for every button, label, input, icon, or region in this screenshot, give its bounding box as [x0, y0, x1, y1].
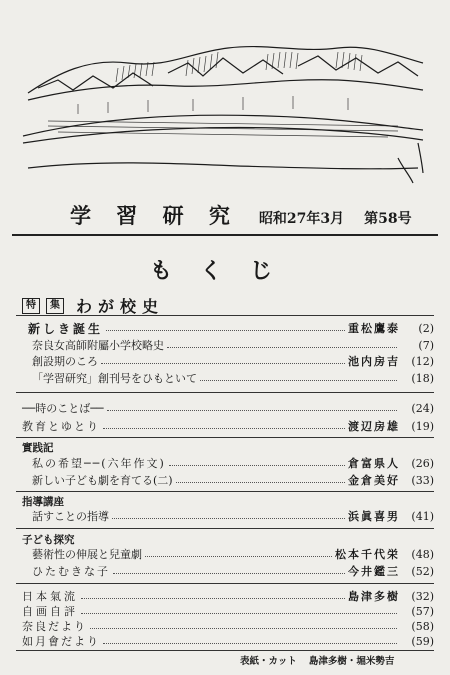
- entry-author: 金倉美好: [348, 474, 400, 487]
- credit-label: 表紙・カット: [240, 656, 297, 667]
- feature-box-2: 集: [46, 298, 64, 314]
- entry-page: (58): [411, 619, 434, 633]
- section-divider: [16, 491, 434, 492]
- entry-page: (59): [411, 634, 434, 648]
- toc-entry[interactable]: [0, 563, 450, 579]
- section-divider: [16, 437, 434, 438]
- entry-page: (32): [411, 589, 434, 603]
- entry-title: 私の希望──(六年作文): [32, 457, 166, 470]
- entry-title: 教育とゆとり: [22, 420, 100, 433]
- dot-leader: [176, 482, 345, 483]
- dot-leader: [103, 428, 345, 429]
- section-divider: [16, 392, 434, 393]
- feature-box-1: 特: [22, 298, 40, 314]
- entry-page: (18): [411, 371, 434, 385]
- feature-title: わが校史: [76, 297, 165, 316]
- dot-leader: [113, 573, 345, 574]
- entry-title: 新しき誕生: [28, 321, 104, 336]
- entry-author: 浜眞喜男: [348, 510, 400, 523]
- entry-title: ──時のことば──: [22, 402, 104, 415]
- entry-page: (48): [411, 547, 434, 561]
- dot-leader: [81, 598, 345, 599]
- toc-entry[interactable]: [0, 353, 450, 369]
- entry-title: 自画自評: [22, 605, 78, 618]
- entry-author: 重松鷹泰: [348, 322, 400, 335]
- dot-leader: [103, 643, 397, 644]
- entry-page: (24): [411, 401, 434, 415]
- entry-page: (26): [411, 456, 434, 470]
- credit-names: 島津多樹・堀米勢吉: [308, 656, 395, 667]
- dot-leader: [106, 330, 345, 331]
- cover-credit: [240, 653, 394, 667]
- entry-title: 新しい子ども劇を育てる(二): [32, 474, 173, 487]
- toc-entry[interactable]: [0, 418, 450, 434]
- toc-entry[interactable]: [0, 633, 450, 649]
- entry-author: 倉富県人: [348, 457, 400, 470]
- entry-title: 藝術性の伸展と兒童劇: [32, 548, 142, 561]
- section-divider: [16, 583, 434, 584]
- toc-entry[interactable]: [0, 508, 450, 524]
- toc-entry[interactable]: [0, 370, 450, 386]
- entry-author: 松本千代栄: [335, 548, 400, 561]
- toc-entry[interactable]: [0, 588, 450, 604]
- entry-title: 奈良女高師附屬小学校略史: [32, 339, 164, 352]
- section-heading-practice: 實践記: [22, 442, 54, 454]
- entry-author: 島津多樹: [348, 590, 400, 603]
- toc-entry[interactable]: [0, 603, 450, 619]
- toc-entry[interactable]: [0, 472, 450, 488]
- entry-page: (57): [411, 604, 434, 618]
- entry-page: (19): [411, 419, 434, 433]
- toc-heading: もくじ: [149, 258, 300, 284]
- toc-entry[interactable]: [0, 546, 450, 562]
- toc-entry[interactable]: [0, 618, 450, 634]
- entry-title: 「学習研究」創刊号をひもといて: [32, 372, 197, 385]
- dot-leader: [90, 628, 397, 629]
- toc-entry[interactable]: [0, 320, 450, 336]
- section-heading-lecture: 指導講座: [22, 496, 64, 508]
- landscape-illustration: [18, 18, 428, 198]
- entry-page: (7): [418, 338, 434, 352]
- entry-title: 創設期のころ: [32, 355, 98, 368]
- entry-author: 今井鑑三: [348, 565, 400, 578]
- entry-title: 奈良だより: [22, 620, 87, 633]
- dot-leader: [81, 613, 397, 614]
- entry-page: (52): [411, 564, 434, 578]
- issue-number: 第58号: [364, 211, 412, 227]
- journal-title: 学 習 研 究: [70, 203, 239, 228]
- dot-leader: [145, 556, 332, 557]
- entry-author: 渡辺房雄: [348, 420, 400, 433]
- dot-leader: [112, 518, 345, 519]
- masthead: [70, 200, 430, 228]
- entry-title: 話すことの指導: [32, 510, 109, 523]
- entry-title: 日本氣流: [22, 590, 78, 603]
- entry-title: ひたむきな子: [32, 565, 110, 578]
- dot-leader: [200, 380, 397, 381]
- entry-page: (12): [411, 354, 434, 368]
- toc-entry[interactable]: [0, 337, 450, 353]
- top-rule: [12, 234, 438, 236]
- entry-page: (41): [411, 509, 434, 523]
- toc-entry[interactable]: [0, 455, 450, 471]
- dot-leader: [101, 363, 345, 364]
- entry-page: (33): [411, 473, 434, 487]
- feature-rule: [16, 315, 434, 316]
- dot-leader: [107, 410, 398, 411]
- issue-date: 昭和27年3月: [258, 211, 345, 227]
- feature-heading: [22, 294, 164, 317]
- dot-leader: [167, 347, 397, 348]
- entry-page: (2): [418, 321, 434, 335]
- section-heading-child-research: 子ども探究: [22, 534, 75, 546]
- toc-entry[interactable]: [0, 400, 450, 416]
- entry-title: 如月會だより: [22, 635, 100, 648]
- entry-author: 池内房吉: [348, 355, 400, 368]
- section-divider: [16, 528, 434, 529]
- dot-leader: [169, 465, 345, 466]
- bottom-rule: [16, 650, 434, 651]
